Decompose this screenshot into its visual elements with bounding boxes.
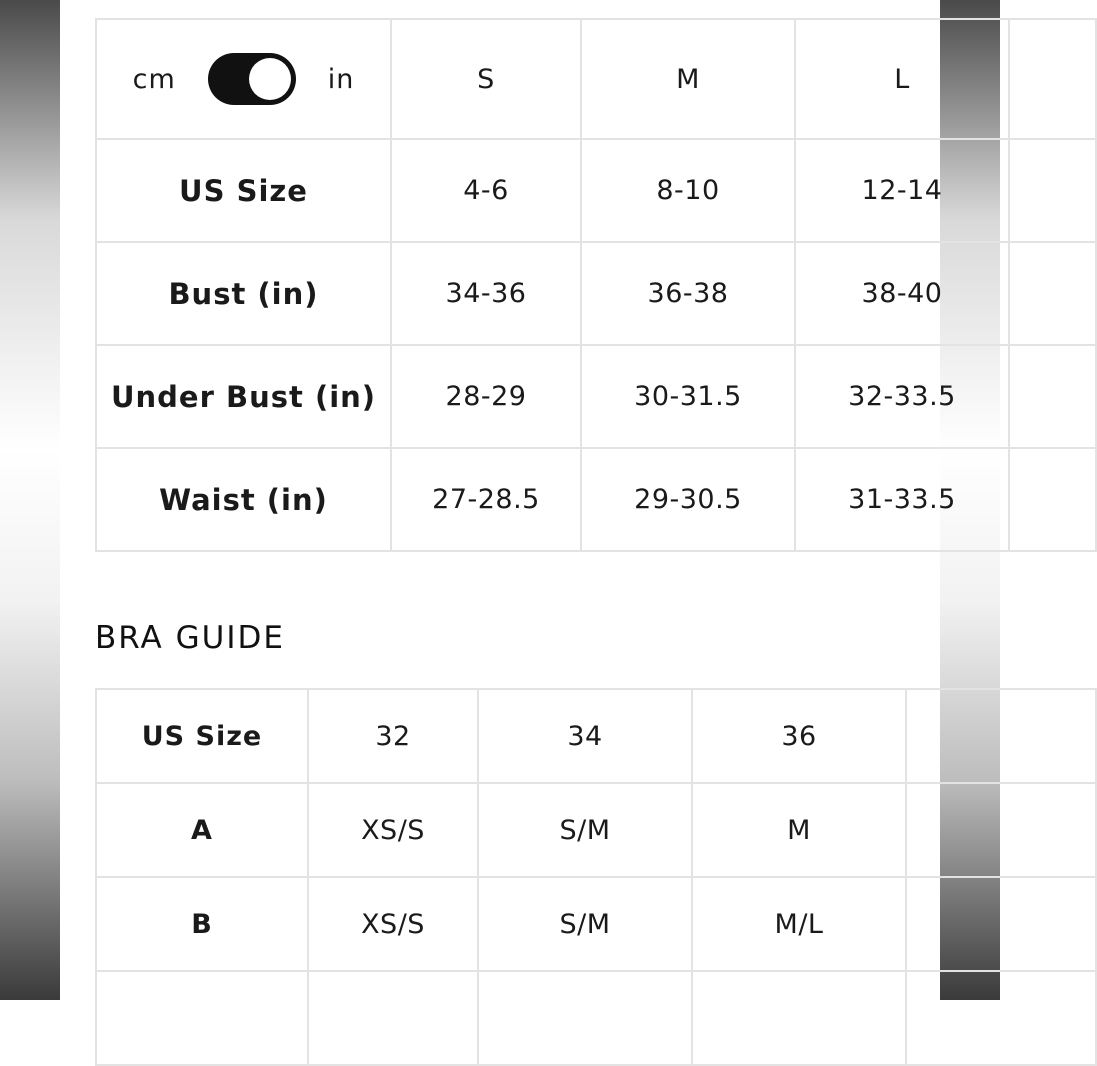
table-cell-overflow bbox=[1009, 448, 1096, 551]
column-header-32: 32 bbox=[308, 689, 478, 783]
table-cell: S/M bbox=[478, 783, 692, 877]
table-row bbox=[96, 877, 1096, 971]
toggle-knob bbox=[249, 58, 291, 100]
table-cell: 28-29 bbox=[391, 345, 581, 448]
bra-header-label: US Size bbox=[96, 689, 308, 783]
size-header-row bbox=[96, 19, 1096, 139]
table-cell-empty bbox=[692, 971, 906, 1065]
column-header-34: 34 bbox=[478, 689, 692, 783]
table-cell: 8-10 bbox=[581, 139, 795, 242]
unit-toggle[interactable] bbox=[97, 53, 390, 105]
row-label-waist: Waist (in) bbox=[96, 448, 391, 551]
table-cell: M/L bbox=[692, 877, 906, 971]
left-backdrop bbox=[0, 0, 60, 1000]
table-cell: 4-6 bbox=[391, 139, 581, 242]
table-cell: 32-33.5 bbox=[795, 345, 1009, 448]
table-row bbox=[96, 139, 1096, 242]
table-row bbox=[96, 783, 1096, 877]
table-cell: 29-30.5 bbox=[581, 448, 795, 551]
table-cell: 36-38 bbox=[581, 242, 795, 345]
column-header-36: 36 bbox=[692, 689, 906, 783]
row-label-under-bust: Under Bust (in) bbox=[96, 345, 391, 448]
table-cell: M bbox=[692, 783, 906, 877]
table-cell: 30-31.5 bbox=[581, 345, 795, 448]
column-header-m: M bbox=[581, 19, 795, 139]
row-label-cup-b: B bbox=[96, 877, 308, 971]
table-cell-overflow bbox=[1009, 242, 1096, 345]
table-row bbox=[96, 971, 1096, 1065]
unit-label-in[interactable]: in bbox=[327, 63, 355, 95]
unit-toggle-cell bbox=[96, 19, 391, 139]
table-cell-empty bbox=[906, 971, 1096, 1065]
unit-toggle-switch[interactable] bbox=[208, 53, 296, 105]
table-cell-empty bbox=[308, 971, 478, 1065]
bra-header-row bbox=[96, 689, 1096, 783]
table-cell: 38-40 bbox=[795, 242, 1009, 345]
bra-guide-heading: BRA GUIDE bbox=[95, 620, 285, 656]
row-label-us-size: US Size bbox=[96, 139, 391, 242]
column-header-overflow bbox=[906, 689, 1096, 783]
table-cell-overflow bbox=[906, 783, 1096, 877]
table-cell: 34-36 bbox=[391, 242, 581, 345]
table-cell: 27-28.5 bbox=[391, 448, 581, 551]
table-cell: S/M bbox=[478, 877, 692, 971]
table-row bbox=[96, 448, 1096, 551]
table-row bbox=[96, 345, 1096, 448]
table-cell: XS/S bbox=[308, 783, 478, 877]
column-header-s: S bbox=[391, 19, 581, 139]
table-cell: 12-14 bbox=[795, 139, 1009, 242]
table-cell: 31-33.5 bbox=[795, 448, 1009, 551]
row-label-cup-a: A bbox=[96, 783, 308, 877]
table-cell: XS/S bbox=[308, 877, 478, 971]
unit-label-cm[interactable]: cm bbox=[132, 63, 176, 95]
table-row bbox=[96, 242, 1096, 345]
table-cell-overflow bbox=[1009, 139, 1096, 242]
bra-guide-table bbox=[95, 688, 1097, 1066]
table-cell-empty bbox=[96, 971, 308, 1065]
table-cell-overflow bbox=[906, 877, 1096, 971]
table-cell-overflow bbox=[1009, 345, 1096, 448]
size-chart-table bbox=[95, 18, 1097, 552]
column-header-overflow bbox=[1009, 19, 1096, 139]
table-cell-empty bbox=[478, 971, 692, 1065]
row-label-bust: Bust (in) bbox=[96, 242, 391, 345]
column-header-l: L bbox=[795, 19, 1009, 139]
size-guide-page bbox=[60, 0, 956, 1000]
